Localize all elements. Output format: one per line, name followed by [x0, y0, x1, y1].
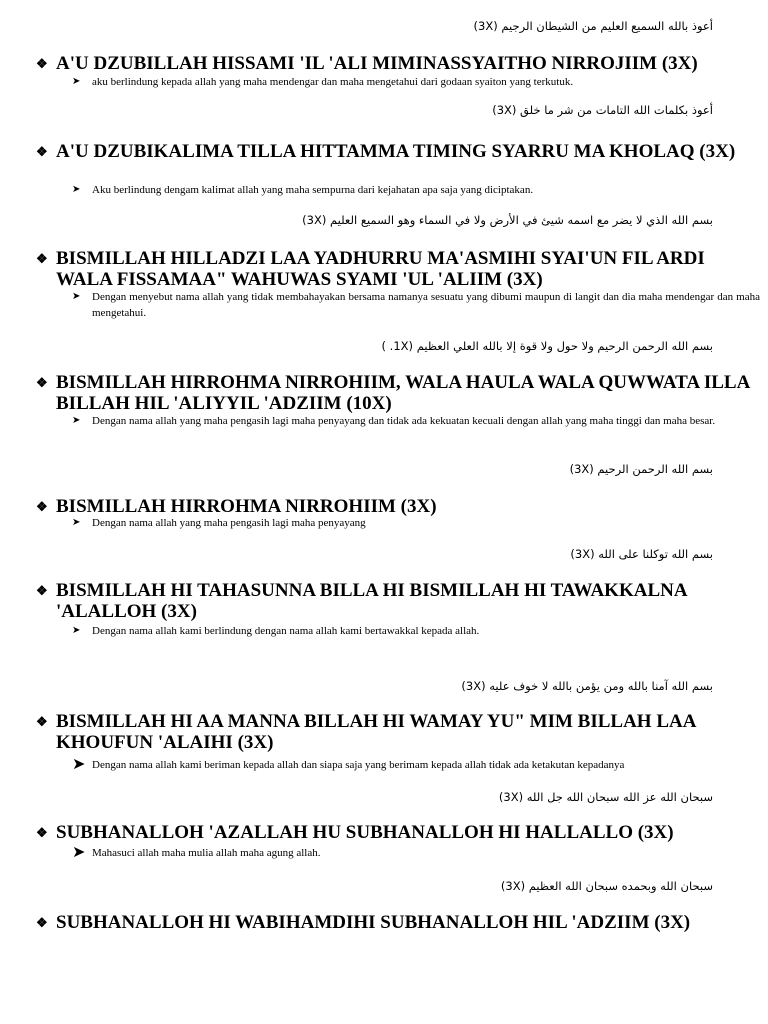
dua-meaning: [72, 623, 760, 639]
meaning-text: Dengan menyebut nama allah yang tidak membahayakan bersama namanya sesuatu yang dibumi maupun di langit dan dia maha mendengar dan maha mengetahui.: [92, 291, 760, 319]
heading-text: BISMILLAH HI AA MANNA BILLAH HI WAMAY YU" MIM BILLAH LAA KHOUFUN 'ALAIHI (3X): [56, 711, 696, 753]
diamond-bullet-icon: ❖: [36, 56, 48, 71]
meaning-text: Dengan nama allah kami berlindung dengan nama allah kami bertawakkal kepada allah.: [92, 625, 480, 637]
dua-meaning: [72, 74, 760, 90]
arrow-bullet-icon: ➤: [72, 844, 86, 861]
arrow-bullet-icon: ➤: [72, 756, 86, 773]
arabic-text: سبحان الله عز الله سبحان الله جل الله (3X): [498, 790, 713, 804]
meaning-text: Dengan nama allah yang maha pengasih lagi maha penyayang: [92, 517, 366, 529]
arrow-bullet-icon: ➤: [72, 415, 81, 426]
dua-meaning: [72, 845, 760, 861]
heading-text: BISMILLAH HI TAHASUNNA BILLA HI BISMILLAH HI TAWAKKALNA 'ALALLOH (3X): [56, 580, 687, 622]
dua-meaning: [72, 413, 760, 429]
arabic-text: بسم الله الرحمن الرحيم (3X): [569, 462, 713, 476]
heading-text: A'U DZUBILLAH HISSAMI 'IL 'ALI MIMINASSYAITHO NIRROJIIM (3X): [56, 53, 698, 74]
arabic-text: أعوذ بالله السميع العليم من الشيطان الرجيم (3X): [473, 19, 713, 33]
diamond-bullet-icon: ❖: [36, 499, 48, 514]
arrow-bullet-icon: ➤: [72, 184, 81, 195]
meaning-text: Mahasuci allah maha mulia allah maha agung allah.: [92, 847, 321, 859]
diamond-bullet-icon: ❖: [36, 375, 48, 390]
dua-heading: [36, 822, 760, 843]
arabic-text: بسم الله توكلنا على الله (3X): [570, 547, 713, 561]
diamond-bullet-icon: ❖: [36, 714, 48, 729]
dua-heading: [36, 711, 760, 753]
diamond-bullet-icon: ❖: [36, 825, 48, 840]
dua-meaning: [72, 289, 760, 321]
meaning-text: Dengan nama allah kami beriman kepada allah dan siapa saja yang berimam kepada allah tidak ada ketakutan kepadanya: [92, 759, 625, 771]
heading-text: SUBHANALLOH 'AZALLAH HU SUBHANALLOH HI HALLALLO (3X): [56, 822, 674, 843]
arabic-text: بسم الله آمنا بالله ومن يؤمن بالله لا خوف عليه (3X): [461, 679, 713, 693]
diamond-bullet-icon: ❖: [36, 583, 48, 598]
arrow-bullet-icon: ➤: [72, 291, 81, 302]
dua-heading: [36, 580, 760, 622]
diamond-bullet-icon: ❖: [36, 144, 48, 159]
arrow-bullet-icon: ➤: [72, 76, 81, 87]
meaning-text: Dengan nama allah yang maha pengasih lagi maha penyayang dan tidak ada kekuatan kecuali dengan allah yang maha tinggi dan maha besar.: [92, 415, 716, 427]
dua-heading: [36, 496, 760, 517]
dua-heading: [36, 372, 760, 414]
dua-heading: [36, 248, 760, 290]
dua-heading: [36, 53, 760, 74]
dua-meaning: [72, 757, 760, 773]
dua-meaning: [72, 182, 760, 198]
arabic-text: بسم الله الذي لا يضر مع اسمه شيئ في الأرض ولا في السماء وهو السميع العليم (3X): [302, 213, 713, 227]
heading-text: BISMILLAH HIRROHMA NIRROHIIM, WALA HAULA WALA QUWWATA ILLA BILLAH HIL 'ALIYYIL 'ADZIIM (10X): [56, 372, 750, 414]
arrow-bullet-icon: ➤: [72, 517, 81, 528]
meaning-text: Aku berlindung dengam kalimat allah yang maha sempurna dari kejahatan apa saja yang diciptakan.: [92, 184, 534, 196]
arrow-bullet-icon: ➤: [72, 625, 81, 636]
dua-heading: [36, 912, 760, 933]
dua-meaning: [72, 515, 760, 531]
heading-text: SUBHANALLOH HI WABIHAMDIHI SUBHANALLOH HIL 'ADZIIM (3X): [56, 912, 691, 933]
arabic-text: أعوذ بكلمات الله التامات من شر ما خلق (3X): [492, 103, 713, 117]
heading-text: BISMILLAH HILLADZI LAA YADHURRU MA'ASMIHI SYAI'UN FIL ARDI WALA FISSAMAA" WAHUWAS SYAMI 'UL 'ALIIM (3X): [56, 248, 705, 290]
arabic-text: سبحان الله وبحمده سبحان الله العظيم (3X): [500, 879, 713, 893]
arabic-text: بسم الله الرحمن الرحيم ولا حول ولا قوة إلا بالله العلي العظيم (1X. ): [381, 339, 713, 353]
dua-heading: [36, 141, 760, 162]
heading-text: BISMILLAH HIRROHMA NIRROHIIM (3X): [56, 496, 437, 517]
diamond-bullet-icon: ❖: [36, 251, 48, 266]
diamond-bullet-icon: ❖: [36, 915, 48, 930]
meaning-text: aku berlindung kepada allah yang maha mendengar dan maha mengetahui dari godaan syaiton yang terkutuk.: [92, 76, 574, 88]
heading-text: A'U DZUBIKALIMA TILLA HITTAMMA TIMING SYARRU MA KHOLAQ (3X): [56, 141, 736, 162]
